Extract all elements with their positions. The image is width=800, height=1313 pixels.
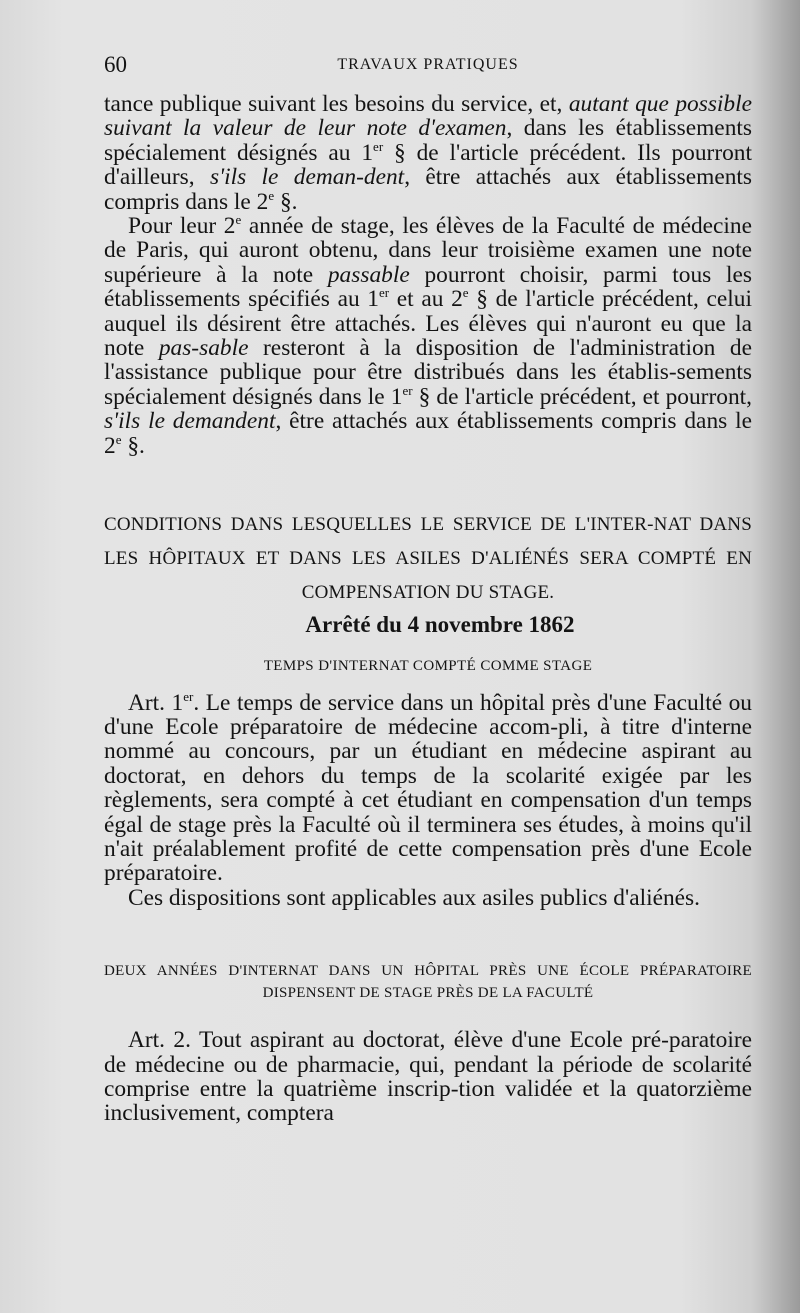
superscript: er: [402, 382, 413, 398]
page-body: [104, 92, 752, 1126]
text-run: §.: [121, 432, 145, 459]
text-run: § de l'article précédent. Ils pourront d'ailleurs,: [104, 139, 752, 191]
italic-run: pas-sable: [158, 335, 249, 362]
italic-run: s'ils le deman-dent: [209, 164, 405, 191]
article-2: Art. 2. Tout aspirant au doctorat, élève d'une Ecole pré-paratoire de médecine ou de pharmacie, qui, pendant la période de scolarité comprise entre la quatrième inscrip-tion validée et la quatorzième inclusivement, comptera: [104, 1027, 752, 1127]
superscript: er: [373, 138, 384, 154]
italic-run: autant que possible suivant la valeur de leur note d'examen: [104, 91, 752, 142]
superscript: e: [462, 285, 469, 301]
arrete-heading: Arrêté du 4 novembre 1862: [305, 612, 575, 638]
page-number: 60: [104, 52, 127, 77]
superscript: e: [115, 431, 122, 447]
article-text: . Le temps de service dans un hôpital près d'une Faculté ou d'une Ecole préparatoire de médecine accom-pli, à titre d'interne nommé au concours, par un étudiant en médecine aspirant au doctorat, en dehors du temps de la scolarité exigée par les règlements, sera compté à cet étudiant en compensation d'un temps égal de stage près la Faculté où il terminera ses études, à moins qu'il n'ait préalablement profité de cette compensation près d'une Ecole préparatoire.: [104, 689, 752, 887]
running-title: TRAVAUX PRATIQUES: [337, 56, 519, 73]
superscript: er: [379, 285, 390, 301]
subheading-deux-annees: DEUX ANNÉES D'INTERNAT DANS UN HÔPITAL PRÈS UNE ÉCOLE PRÉPARATOIRE DISPENSENT DE STAGE PRÈS DE LA FACULTÉ: [104, 963, 752, 1002]
italic-run: s'ils le demandent: [104, 408, 276, 435]
superscript: e: [235, 212, 242, 228]
text-run: tance publique suivant les besoins du service, et,: [104, 91, 569, 117]
section-title: CONDITIONS DANS LESQUELLES LE SERVICE DE L'INTER-NAT DANS LES HÔPITAUX ET DANS LES ASILES D'ALIÉNÉS SERA COMPTÉ EN COMPENSATION DU STAGE.: [104, 514, 752, 604]
text-run: année de stage, les élèves de la Faculté de médecine de Paris, qui auront obtenu, dans leur troisième examen une note supérieure à la note: [104, 213, 752, 288]
text-run: , être attachés aux établissements compris dans le 2: [104, 408, 752, 459]
italic-run: passable: [327, 261, 410, 288]
paragraph-second-year: [104, 214, 752, 458]
text-run: , être attachés aux établissements compris dans le 2: [104, 164, 753, 215]
text-run: § de l'article précédent, celui auquel ils désirent être attachés. Les élèves qui n'auront eu que la note: [104, 286, 752, 362]
text-run: pourront choisir, parmi tous les établissements spécifiés au 1: [104, 261, 752, 313]
article-1: [104, 688, 752, 887]
text-run: , dans les établissements spécialement désignés au 1: [104, 115, 752, 166]
superscript: e: [268, 187, 275, 203]
superscript: er: [183, 688, 194, 704]
text-run: et au 2: [389, 286, 463, 313]
text-run: §.: [274, 188, 298, 215]
paragraph-asiles: Ces dispositions sont applicables aux asiles publics d'aliénés.: [128, 884, 701, 911]
article-label: Art. 1: [128, 689, 184, 716]
text-run: resteront à la disposition de l'administration de l'assistance publique pour être distribués dans les établis-sements spécialement désignés dans le 1: [104, 335, 752, 410]
text-run: § de l'article précédent, et pourront,: [412, 383, 752, 410]
subheading-internat-stage: TEMPS D'INTERNAT COMPTÉ COMME STAGE: [263, 658, 593, 675]
page-header: [104, 50, 752, 84]
paragraph-continuation: [104, 92, 752, 214]
text-run: Pour leur 2: [128, 213, 236, 240]
